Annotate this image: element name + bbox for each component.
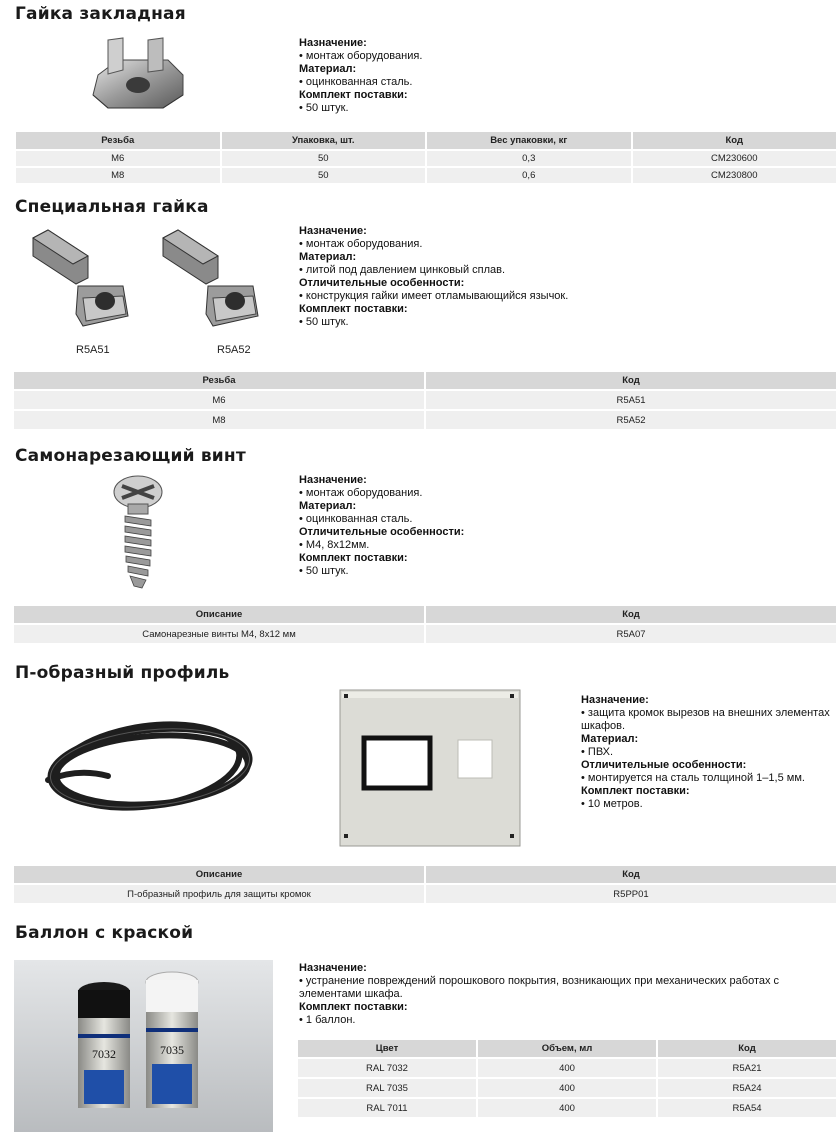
table-cell: 50: [222, 151, 426, 166]
package-item: • 10 метров.: [581, 798, 643, 810]
package-item: • 50 штук.: [299, 565, 349, 577]
special-nut-r5a51-image: [28, 226, 136, 336]
features-item: • конструкция гайки имеет отламывающийся язычок.: [299, 290, 569, 302]
package-label: Комплект поставки:: [299, 1001, 408, 1013]
table-row: [14, 391, 836, 409]
table-header: Код: [426, 866, 836, 883]
table-header: Вес упаковки, кг: [427, 132, 631, 149]
section-title-u-profile: П-образный профиль: [15, 663, 230, 683]
table-row: [298, 1099, 836, 1117]
section-title-special-nut: Специальная гайка: [15, 197, 209, 217]
special-nut-r5a52-image: [158, 226, 266, 336]
table-cell: П-образный профиль для защиты кромок: [14, 885, 424, 903]
table-row: [14, 885, 836, 903]
purpose-label: Назначение:: [299, 37, 367, 49]
table-row: [14, 411, 836, 429]
table-row: [298, 1059, 836, 1077]
features-label: Отличительные особенности:: [299, 277, 465, 289]
table-cell: CM230600: [633, 151, 837, 166]
purpose-label: Назначение:: [299, 962, 367, 974]
section-title-cage-nut: Гайка закладная: [15, 4, 186, 24]
panel-with-cutouts-image: [338, 688, 524, 850]
table-header: Объем, мл: [478, 1040, 656, 1057]
table-cell: RAL 7032: [298, 1059, 476, 1077]
u-profile-table: [12, 864, 838, 905]
table-cell: 400: [478, 1079, 656, 1097]
table-header: Описание: [14, 866, 424, 883]
features-label: Отличительные особенности:: [581, 759, 747, 771]
special-nut-description: [299, 225, 568, 329]
table-row: [14, 625, 836, 643]
material-item: • ПВХ.: [581, 746, 614, 758]
u-profile-coil-image: [38, 708, 264, 828]
table-cell: 400: [478, 1059, 656, 1077]
section-title-self-tapping-screw: Самонарезающий винт: [15, 446, 246, 466]
table-header: Код: [426, 606, 836, 623]
paint-cans-image: [14, 960, 273, 1132]
package-label: Комплект поставки:: [299, 552, 408, 564]
features-label: Отличительные особенности:: [299, 526, 465, 538]
table-cell: 0,6: [427, 168, 631, 183]
table-cell: RAL 7035: [298, 1079, 476, 1097]
package-item: • 50 штук.: [299, 316, 349, 328]
purpose-label: Назначение:: [299, 474, 367, 486]
table-cell: M6: [16, 151, 220, 166]
special-nut-caption-1: R5A51: [76, 344, 110, 356]
table-header: Резьба: [16, 132, 220, 149]
material-item: • оцинкованная сталь.: [299, 76, 413, 88]
material-label: Материал:: [581, 733, 639, 745]
features-item: • монтируется на сталь толщиной 1–1,5 мм.: [581, 772, 805, 784]
table-cell: CM230800: [633, 168, 837, 183]
can-label-7035: 7035: [160, 1043, 184, 1057]
table-cell: M8: [16, 168, 220, 183]
table-cell: R5PP01: [426, 885, 836, 903]
features-item: • М4, 8х12мм.: [299, 539, 370, 551]
table-row: [16, 168, 836, 183]
table-cell: R5A21: [658, 1059, 836, 1077]
table-header: Описание: [14, 606, 424, 623]
material-label: Материал:: [299, 63, 357, 75]
table-header: Код: [426, 372, 836, 389]
paint-spray-table: [296, 1038, 838, 1119]
purpose-item: • монтаж оборудования.: [299, 50, 423, 62]
purpose-item: • монтаж оборудования.: [299, 487, 423, 499]
material-label: Материал:: [299, 500, 357, 512]
special-nut-table: [12, 370, 838, 431]
table-cell: Самонарезные винты М4, 8х12 мм: [14, 625, 424, 643]
table-cell: RAL 7011: [298, 1099, 476, 1117]
screw-table: [12, 604, 838, 645]
table-cell: R5A54: [658, 1099, 836, 1117]
material-label: Материал:: [299, 251, 357, 263]
package-item: • 50 штук.: [299, 102, 349, 114]
table-header: Код: [658, 1040, 836, 1057]
purpose-label: Назначение:: [299, 225, 367, 237]
purpose-label: Назначение:: [581, 694, 649, 706]
table-cell: 50: [222, 168, 426, 183]
material-item: • литой под давлением цинковый сплав.: [299, 264, 506, 276]
screw-description: [299, 474, 464, 578]
purpose-item: • монтаж оборудования.: [299, 238, 423, 250]
package-label: Комплект поставки:: [299, 89, 408, 101]
section-title-paint-spray: Баллон с краской: [15, 923, 194, 943]
table-cell: M8: [14, 411, 424, 429]
table-header: Резьба: [14, 372, 424, 389]
special-nut-caption-2: R5A52: [217, 344, 251, 356]
table-cell: M6: [14, 391, 424, 409]
can-label-7032: 7032: [92, 1047, 116, 1061]
table-cell: R5A07: [426, 625, 836, 643]
package-label: Комплект поставки:: [299, 303, 408, 315]
u-profile-description: [581, 694, 836, 811]
table-header: Упаковка, шт.: [222, 132, 426, 149]
table-row: [298, 1079, 836, 1097]
package-item: • 1 баллон.: [299, 1014, 356, 1026]
material-item: • оцинкованная сталь.: [299, 513, 413, 525]
paint-spray-description: [299, 962, 836, 1027]
screw-image: [108, 474, 168, 594]
table-cell: R5A51: [426, 391, 836, 409]
table-row: [16, 151, 836, 166]
cage-nut-table: [14, 130, 838, 185]
cage-nut-description: [299, 37, 422, 115]
table-cell: 0,3: [427, 151, 631, 166]
table-cell: 400: [478, 1099, 656, 1117]
table-header: Цвет: [298, 1040, 476, 1057]
table-cell: R5A52: [426, 411, 836, 429]
cage-nut-image: [88, 30, 188, 110]
package-label: Комплект поставки:: [581, 785, 690, 797]
table-header: Код: [633, 132, 837, 149]
table-cell: R5A24: [658, 1079, 836, 1097]
purpose-item: • устранение повреждений порошкового покрытия, возникающих при механических работах с элементами шкафа.: [299, 975, 780, 1000]
purpose-item: • защита кромок вырезов на внешних элементах шкафов.: [581, 707, 830, 732]
